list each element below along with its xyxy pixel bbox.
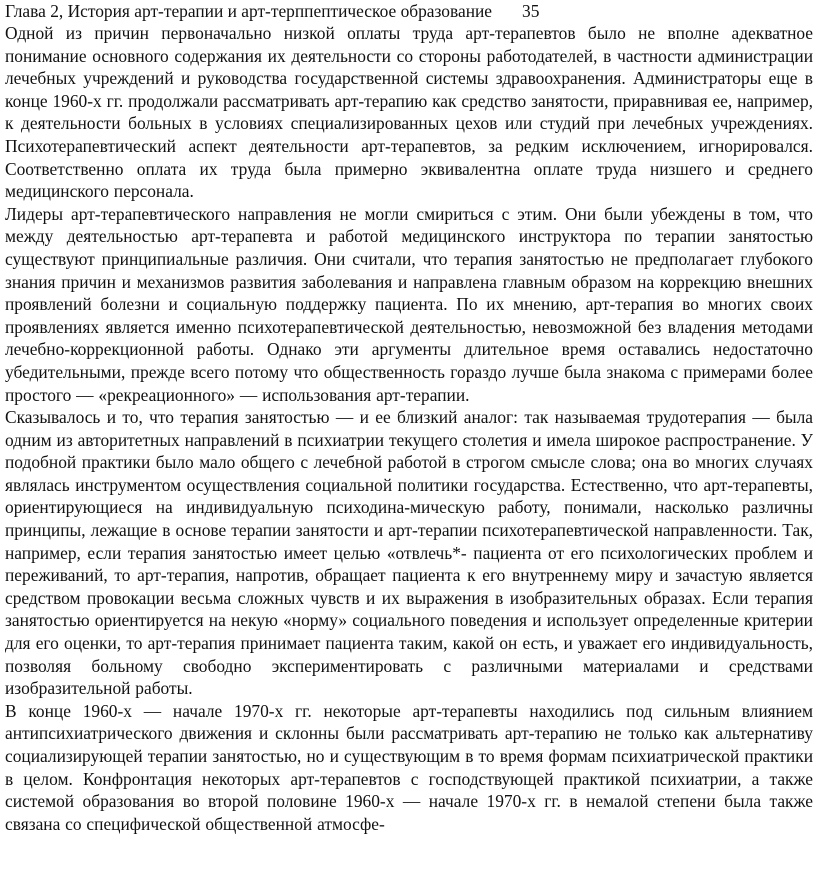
header-title: Глава 2, История арт-терапии и арт-терппептическое образование [5, 1, 493, 21]
paragraph-4: В конце 1960-х — начале 1970-х гг. некоторые арт-терапевты находились под сильным влиянием антипсихиатрического движения и склонны были рассматривать арт-терапию не только как альтернативу социализирующей терапии занятостью, но и существующим в то время формам психиатрической практики в целом. Конфронтация некоторых арт-терапевтов с господствующей практикой психиатрии, а также системой образования во второй половине 1960-х — начале 1970-х гг. в немалой степени была также связана со специфической общественной атмосфе- [5, 700, 813, 834]
document-page [5, 0, 813, 835]
running-header [5, 0, 813, 22]
paragraph-3: Сказывалось и то, что терапия занятостью — и ее близкий аналог: так называемая трудотерапия — была одним из авторитетных направлений в психиатрии текущего столетия и имела широкое распространение. У подобной практики было мало общего с лечебной работой в строгом смысле слова; она во многих случаях являлась инструментом осуществления социальной политики государства. Естественно, что арт-терапевты, ориентирующиеся на индивидуальную психодина-мическую работу, понимали, насколько различны принципы, лежащие в основе терапии занятости и арт-терапии психотерапевтической направленности. Так, например, если терапия занятостью имеет целью «отвлечь*- пациента от его психологических проблем и переживаний, то арт-терапия, напротив, обращает пациента к его внутреннему миру и зачастую является средством провокации весьма сложных чувств и их выражения в изобразительных образах. Если терапия занятостью ориентируется на некую «норму» социального поведения и использует определенные критерии для его оценки, то арт-терапия принимает пациента таким, какой он есть, и уважает его индивидуальность, позволяя больному свободно экспериментировать с различными материалами и средствами изобразительной работы. [5, 407, 813, 699]
paragraph-1: Одной из причин первоначально низкой оплаты труда арт-терапевтов было не вполне адекватное понимание основного содержания их деятельности со стороны работодателей, в частности администрации лечебных учреждений и руководства государственной системы здравоохранения. Администраторы еще в конце 1960-х гг. продолжали рассматривать арт-терапию как средство занятости, приравнивая ее, например, к деятельности больных в условиях специализированных цехов или студий при лечебных учреждениях. Психотерапевтический аспект деятельности арт-терапевтов, за редким исключением, игнорировался. Соответственно оплата их труда была примерно эквивалентна оплате труда низшего и среднего медицинского персонала. [5, 23, 813, 202]
paragraph-2: Лидеры арт-терапевтического направления не могли смириться с этим. Они были убеждены в том, что между деятельностью арт-терапевта и работой медицинского инструктора по терапии занятостью существуют принципиальные различия. Они считали, что терапия занятостью не предполагает глубокого знания причин и механизмов развития заболевания и направлена главным образом на коррекцию внешних проявлений болезни и социальную поддержку пациента. По их мнению, арт-терапия во многих своих проявлениях является именно психотерапевтической деятельностью, невозможной без владения методами лечебно-коррекционной работы. Однако эти аргументы длительное время оставались недостаточно убедительными, прежде всего потому что общественность гораздо лучше была знакома с примерами более простого — «рекреационного» — использования арт-терапии. [5, 203, 813, 405]
page-number: 35 [522, 1, 540, 21]
